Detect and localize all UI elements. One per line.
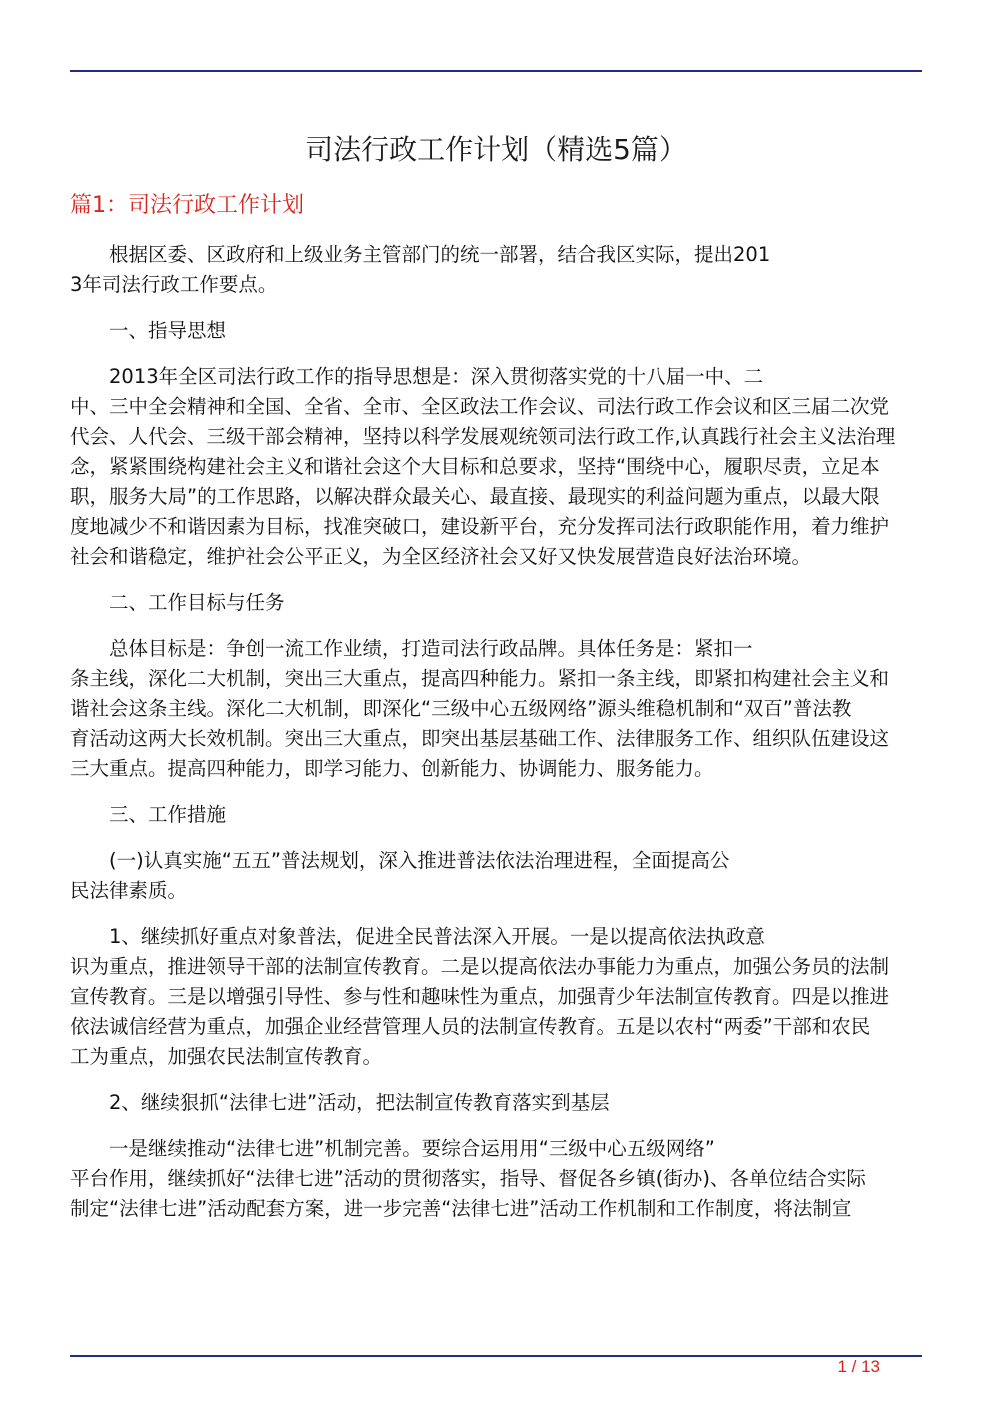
paragraph-line: 依法诚信经营为重点，加强企业经营管理人员的法制宣传教育。五是以农村“两委”干部和农民 [70, 1015, 871, 1038]
paragraph-line: (一)认真实施“五五”普法规划，深入推进普法依法治理进程，全面提高公 [109, 849, 730, 872]
paragraph-line: 3年司法行政工作要点。 [70, 273, 278, 296]
paragraph-line: 宣传教育。三是以增强引导性、参与性和趣味性为重点，加强青少年法制宣传教育。四是以推进 [70, 985, 890, 1008]
paragraph-line: 2、继续狠抓“法律七进”活动，把法制宣传教育落实到基层 [109, 1091, 610, 1114]
paragraph [70, 1088, 922, 1118]
paragraph-line: 二、工作目标与任务 [109, 591, 285, 614]
paragraph-line: 条主线，深化二大机制，突出三大重点，提高四种能力。紧扣一条主线，即紧扣构建社会主义和 [70, 667, 890, 690]
paragraph-line: 平台作用，继续抓好“法律七进”活动的贯彻落实，指导、督促各乡镇(街办)、各单位结合实际 [70, 1167, 866, 1190]
paragraph-line: 根据区委、区政府和上级业务主管部门的统一部署，结合我区实际，提出201 [109, 243, 771, 266]
paragraph-line: 职，服务大局”的工作思路，以解决群众最关心、最直接、最现实的利益问题为重点，以最大限 [70, 485, 880, 508]
page-indicator: 1 / 13 [837, 1357, 880, 1376]
paragraph-line: 一、指导思想 [109, 319, 227, 342]
paragraph [70, 846, 922, 906]
paragraph-line: 一是继续推动“法律七进”机制完善。要综合运用用“三级中心五级网络” [109, 1137, 715, 1160]
paragraph-line: 总体目标是：争创一流工作业绩，打造司法行政品牌。具体任务是：紧扣一 [109, 637, 753, 660]
paragraph [70, 240, 922, 300]
paragraph-line: 念，紧紧围绕构建社会主义和谐社会这个大目标和总要求，坚持“围绕中心，履职尽责，立足本 [70, 455, 880, 478]
paragraph-line: 制定“法律七进”活动配套方案，进一步完善“法律七进”活动工作机制和工作制度，将法制宣 [70, 1197, 852, 1220]
paragraph [70, 362, 922, 572]
paragraph-line: 工为重点，加强农民法制宣传教育。 [70, 1045, 383, 1068]
paragraph-line: 社会和谐稳定，维护社会公平正义，为全区经济社会又好又快发展营造良好法治环境。 [70, 545, 812, 568]
paragraph-line: 三大重点。提高四种能力，即学习能力、创新能力、协调能力、服务能力。 [70, 757, 714, 780]
paragraph-line: 中、三中全会精神和全国、全省、全市、全区政法工作会议、司法行政工作会议和区三届二次党 [70, 395, 890, 418]
paragraph [70, 922, 922, 1072]
paragraph-line: 代会、人代会、三级干部会精神，坚持以科学发展观统领司法行政工作,认真践行社会主义法治理 [70, 425, 896, 448]
paragraph-line: 2013年全区司法行政工作的指导思想是：深入贯彻落实党的十八届一中、二 [109, 365, 764, 388]
paragraph [70, 800, 922, 830]
paragraph [70, 588, 922, 618]
paragraph-line: 1、继续抓好重点对象普法，促进全民普法深入开展。一是以提高依法执政意 [109, 925, 765, 948]
paragraph-line: 识为重点，推进领导干部的法制宣传教育。二是以提高依法办事能力为重点，加强公务员的法制 [70, 955, 890, 978]
paragraph-line: 度地减少不和谐因素为目标，找准突破口，建设新平台，充分发挥司法行政职能作用，着力维护 [70, 515, 890, 538]
paragraph-line: 谐社会这条主线。深化二大机制，即深化“三级中心五级网络”源头维稳机制和“双百”普法教 [70, 697, 852, 720]
paragraph [70, 316, 922, 346]
header-rule [70, 70, 922, 72]
paragraph-line: 民法律素质。 [70, 879, 188, 902]
paragraph-line: 三、工作措施 [109, 803, 227, 826]
paragraph-line: 育活动这两大长效机制。突出三大重点，即突出基层基础工作、法律服务工作、组织队伍建设这 [70, 727, 890, 750]
paragraph [70, 1134, 922, 1224]
document-body [70, 240, 922, 1240]
footer-rule [70, 1355, 922, 1357]
document-title: 司法行政工作计划（精选5篇） [305, 133, 687, 166]
paragraph [70, 634, 922, 784]
section-heading: 篇1：司法行政工作计划 [70, 193, 304, 218]
